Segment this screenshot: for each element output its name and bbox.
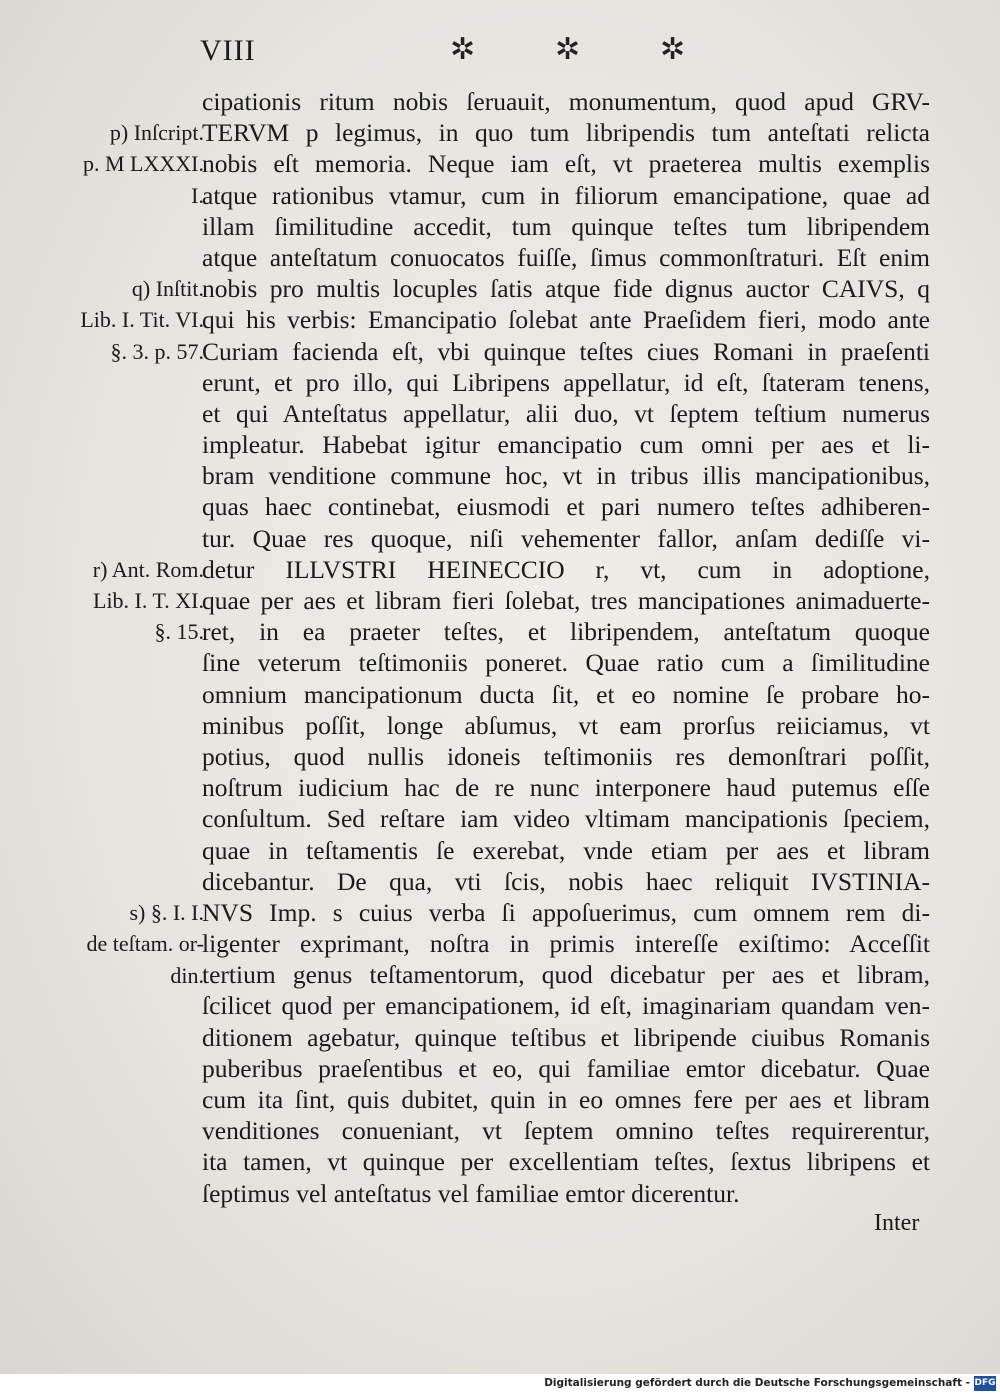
text-line: venditiones conueniant, vt ſeptem omnino teſtes requirerentur, — [202, 1116, 930, 1146]
margin-note: Lib. I. Tit. VI. — [80, 307, 204, 333]
catchword: Inter — [874, 1210, 920, 1236]
text-line: cipationis ritum nobis ſeruauit, monumentum, quod apud GRV- — [202, 87, 930, 116]
text-line: puberibus praeſentibus et eo, qui familiae emtor dicebatur. Quae — [202, 1053, 930, 1083]
text-line: quae in teſtamentis ſe exerebat, vnde etiam per aes et libram — [202, 835, 930, 865]
text-line: ditionem agebatur, quinque teſtibus et libripende ciuibus Romanis — [202, 1022, 930, 1052]
ornament-star-icon: ✲ — [555, 32, 581, 67]
page-number: VIII — [200, 34, 256, 67]
text-line: tur. Quae res quoque, niſi vehementer fallor, anſam dediſſe vi- — [202, 523, 930, 553]
text-line: ſcilicet quod per emancipationem, id eſt, imaginariam quandam ven- — [202, 991, 930, 1021]
text-line: atque rationibus vtamur, cum in filiorum emancipatione, quae ad — [202, 180, 930, 210]
text-line: illam ſimilitudine accedit, tum quinque teſtes tum libripendem — [202, 211, 930, 241]
margin-note: q) Inſtit. — [131, 276, 204, 302]
text-line: NVS Imp. s cuius verba ſi appoſuerimus, cum omnem rem di- — [202, 897, 930, 927]
text-line: atque anteſtatum conuocatos fuiſſe, ſimus commonſtraturi. Eſt enim — [202, 242, 930, 272]
margin-note: p) Inſcript. — [109, 120, 204, 146]
text-line: minibus poſſit, longe abſumus, vt eam prorſus reiiciamus, vt — [202, 710, 930, 740]
text-line: Curiam facienda eſt, vbi quinque teſtes ciues Romani in praeſenti — [202, 336, 930, 366]
margin-note: din. — [170, 962, 204, 988]
margin-note: de teſtam. or- — [86, 931, 204, 957]
margin-note: §. 15. — [154, 619, 204, 645]
text-line: nobis eſt memoria. Neque iam eſt, vt praeterea multis exemplis — [202, 149, 930, 179]
margin-note: §. 3. p. 57. — [110, 338, 204, 364]
text-line: omnium mancipationum ducta ſit, et eo nomine ſe probare ho- — [202, 679, 930, 709]
text-line: tertium genus teſtamentorum, quod dicebatur per aes et libram, — [202, 960, 930, 990]
text-line: ligenter exprimant, noſtra in primis intereſſe exiſtimo: Acceſſit — [202, 929, 930, 959]
text-line: dicebantur. De qua, vti ſcis, nobis haec reliquit IVSTINIA- — [202, 866, 930, 896]
margin-note: p. M LXXXI. — [83, 151, 204, 177]
text-line: potius, quod nullis idoneis teſtimoniis res demonſtrari poſſit, — [202, 741, 930, 771]
margin-note: r) Ant. Rom. — [92, 557, 204, 582]
ornament-star-icon: ✲ — [450, 32, 476, 67]
text-line: erunt, et pro illo, qui Libripens appellatur, id eſt, ſtateram tenens, — [202, 367, 930, 397]
text-line: ſine veterum teſtimoniis poneret. Quae ratio cum a ſimilitudine — [202, 648, 930, 678]
text-line: nobis pro multis locuples ſatis atque fide dignus auctor CAIVS, q — [202, 274, 930, 304]
ornament-star-icon: ✲ — [660, 32, 686, 67]
text-line: detur ILLVSTRI HEINECCIO r, vt, cum in adoptione, — [202, 554, 930, 584]
margin-note: I. — [191, 182, 204, 208]
text-line: quae per aes et libram fieri ſolebat, tres mancipationes animaduerte- — [202, 586, 930, 615]
text-line: TERVM p legimus, in quo tum libripendis tum anteſtati relicta — [202, 118, 930, 148]
text-line: ita tamen, vt quinque per excellentiam teſtes, ſextus libripens et — [202, 1147, 930, 1177]
text-line: et qui Anteſtatus appellatur, alii duo, vt ſeptem teſtium numerus — [202, 398, 930, 428]
text-line: ſeptimus vel anteſtatus vel familiae emtor dicerentur. — [202, 1178, 740, 1208]
text-line: qui his verbis: Emancipatio ſolebat ante Praeſidem fieri, modo ante — [202, 305, 930, 335]
text-line: noſtrum iudicium hac de re nunc interponere haud putemus eſſe — [202, 773, 930, 803]
text-line: impleatur. Habebat igitur emancipatio cum omni per aes et li- — [202, 430, 930, 460]
text-line: cum ita ſint, quis dubitet, quin in eo omnes fere per aes et libram — [202, 1085, 930, 1114]
digitization-footer — [0, 1374, 1000, 1394]
text-line: quas haec continebat, eiusmodi et pari numero teſtes adhiberen- — [202, 492, 930, 522]
margin-note: Lib. I. T. XI. — [93, 588, 204, 614]
text-line: conſultum. Sed reſtare iam video vltimam mancipationis ſpeciem, — [202, 804, 930, 834]
margin-note: s) §. I. I. — [129, 900, 204, 926]
text-line: ret, in ea praeter teſtes, et libripendem, anteſtatum quoque — [202, 617, 930, 647]
footer-credit: Digitalisierung gefördert durch die Deutsche Forschungsgemeinschaft - — [544, 1377, 970, 1389]
text-line: bram venditione commune hoc, vt in tribus illis mancipationibus, — [202, 461, 930, 491]
dfg-logo-icon: DFG — [974, 1376, 996, 1391]
main-text-column — [202, 86, 930, 1209]
